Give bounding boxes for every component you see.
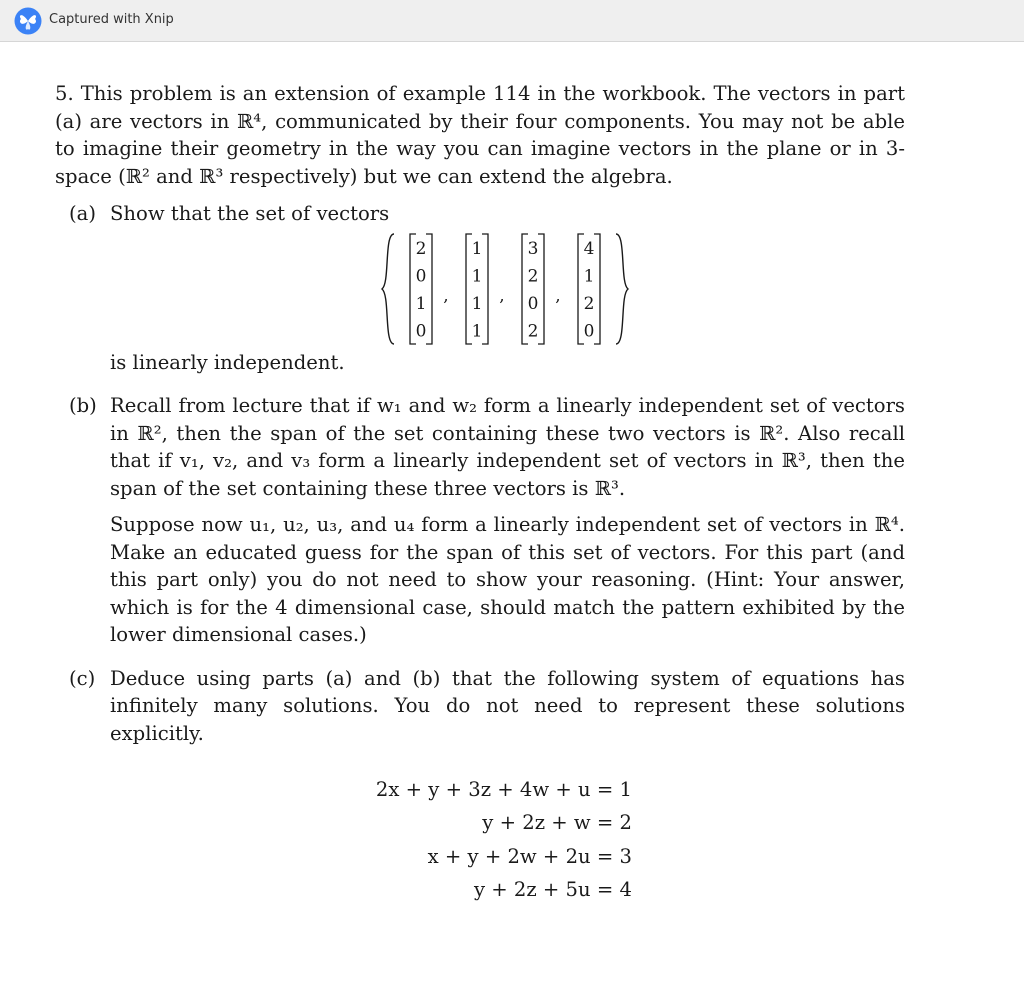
vector-entry: 2: [527, 266, 539, 286]
problem-document: [55, 80, 905, 747]
vector-bracket-right: [538, 234, 544, 344]
vector-bracket-right: [594, 234, 600, 344]
vector-entry: 0: [583, 321, 595, 341]
capture-bar: [0, 0, 1024, 42]
equation-3: x + y + 2w + 2u = 3: [427, 845, 632, 868]
vector-entry: 2: [583, 293, 595, 314]
vector-bracket-right: [482, 234, 488, 344]
part-b-label: (b): [69, 394, 97, 417]
equation-4: y + 2z + 5u = 4: [473, 878, 632, 901]
vector-entry: 0: [527, 293, 539, 314]
part-c-label: (c): [69, 666, 96, 690]
xnip-butterfly-icon: [13, 6, 43, 36]
vector-separator: ,: [499, 285, 505, 306]
part-c-text: Deduce using parts (a) and (b) that the following system of equations has infinitely many solutions. You do not need to represent these solutions explicitly.: [110, 666, 905, 745]
vector-separator: ,: [555, 285, 561, 306]
vector-set-figure: [110, 228, 905, 353]
vector-entry: 2: [527, 321, 539, 341]
part-a: [55, 200, 905, 376]
vector-entry: 1: [583, 266, 595, 286]
right-brace: [616, 234, 628, 344]
vector-entry: 3: [527, 238, 539, 259]
part-a-label: (a): [69, 202, 96, 225]
part-a-tail: is linearly independent.: [110, 350, 345, 374]
problem-intro: 5. This problem is an extension of example 114 in the workbook. The vectors in part (a) are vectors in ℝ⁴, communicated by their four components. You may not be able to imagine their geometry in the way you can imagine vectors in the plane or in 3-space (ℝ² and ℝ³ respectively) but we can extend the algebra.: [55, 82, 905, 188]
vector-entry: 1: [471, 238, 483, 259]
vector-entry: 1: [415, 293, 427, 314]
part-a-lead: Show that the set of vectors: [110, 202, 390, 225]
vector-entry: 1: [471, 293, 483, 314]
capture-label: Captured with Xnip: [49, 12, 174, 27]
left-brace: [382, 234, 394, 344]
equation-1: 2x + y + 3z + 4w + u = 1: [375, 778, 632, 801]
part-b: [55, 392, 905, 649]
vector-entry: 1: [471, 266, 483, 286]
part-b-paragraph-1: Recall from lecture that if w₁ and w₂ form a linearly independent set of vectors in ℝ², then the span of the set containing these two vectors is ℝ². Also recall that if v₁, v₂, and v₃ form a linearly independent set of vectors in ℝ³, then the span of the set containing these three vectors is ℝ³.: [110, 394, 905, 500]
equation-system: [55, 695, 905, 920]
vector-separator: ,: [443, 285, 449, 306]
vector-entry: 0: [415, 266, 427, 286]
vector-set: [110, 228, 905, 353]
vector-entry: 2: [415, 238, 427, 259]
vector-bracket-right: [426, 234, 432, 344]
equation-2: y + 2z + w = 2: [482, 811, 632, 834]
vector-entry: 4: [583, 238, 595, 259]
vector-entry: 1: [471, 321, 483, 341]
vector-entry: 0: [415, 321, 427, 341]
part-b-paragraph-2: Suppose now u₁, u₂, u₃, and u₄ form a linearly independent set of vectors in ℝ⁴. Make an educated guess for the span of this set of vectors. For this part (and this part only) you do not need to show your reasoning. (Hint: Your answer, which is for the 4 dimensional case, should match the pattern exhibited by the lower dimensional cases.): [110, 513, 905, 646]
